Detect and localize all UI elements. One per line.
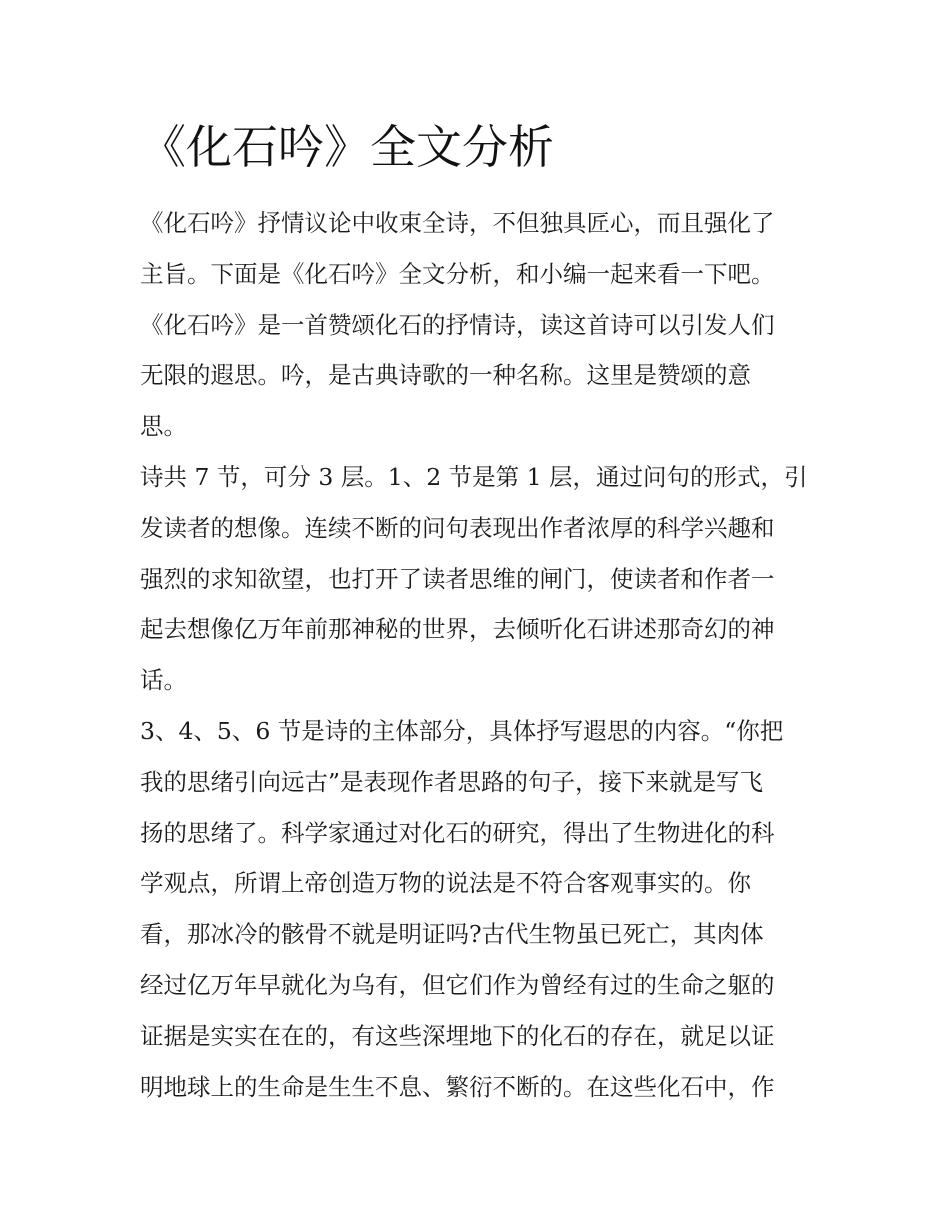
- text-line: 发读者的想像。连续不断的问句表现出作者浓厚的科学兴趣和: [140, 513, 775, 542]
- text-line: 扬的思绪了。科学家通过对化石的研究，得出了生物进化的科: [140, 818, 775, 847]
- text-line: 起去想像亿万年前那神秘的世界，去倾听化石讲述那奇幻的神: [140, 615, 775, 644]
- text-line: 诗共 7 节，可分 3 层。1、2 节是第 1 层，通过问句的形式，引: [140, 462, 808, 491]
- text-line: 强烈的求知欲望，也打开了读者思维的闸门，使读者和作者一: [140, 564, 775, 593]
- document-body: [140, 198, 820, 1112]
- text-line: 3、4、5、6 节是诗的主体部分，具体抒写遐思的内容。“你把: [140, 716, 784, 745]
- text-line: 明地球上的生命是生生不息、繁衍不断的。在这些化石中，作: [140, 1072, 775, 1101]
- text-line: 无限的遐思。吟，是古典诗歌的一种名称。这里是赞颂的意: [140, 361, 751, 390]
- text-line: 《化石吟》抒情议论中收束全诗，不但独具匠心，而且强化了: [140, 209, 775, 237]
- document-title: 《化石吟》全文分析: [140, 120, 554, 174]
- text-line: 话。: [140, 666, 187, 695]
- text-line: 证据是实实在在的，有这些深埋地下的化石的存在，就足以证: [140, 1021, 775, 1050]
- text-line: 《化石吟》是一首赞颂化石的抒情诗，读这首诗可以引发人们: [140, 310, 775, 339]
- text-line: 我的思绪引向远古”是表现作者思路的句子，接下来就是写飞: [140, 767, 764, 796]
- text-line: 看，那冰冷的骸骨不就是明证吗?古代生物虽已死亡，其肉体: [140, 920, 764, 949]
- text-line: 经过亿万年早就化为乌有，但它们作为曾经有过的生命之躯的: [140, 970, 775, 999]
- text-line: 学观点，所谓上帝创造万物的说法是不符合客观事实的。你: [140, 869, 751, 898]
- text-line: 思。: [140, 412, 187, 441]
- text-line: 主旨。下面是《化石吟》全文分析，和小编一起来看一下吧。: [140, 259, 775, 288]
